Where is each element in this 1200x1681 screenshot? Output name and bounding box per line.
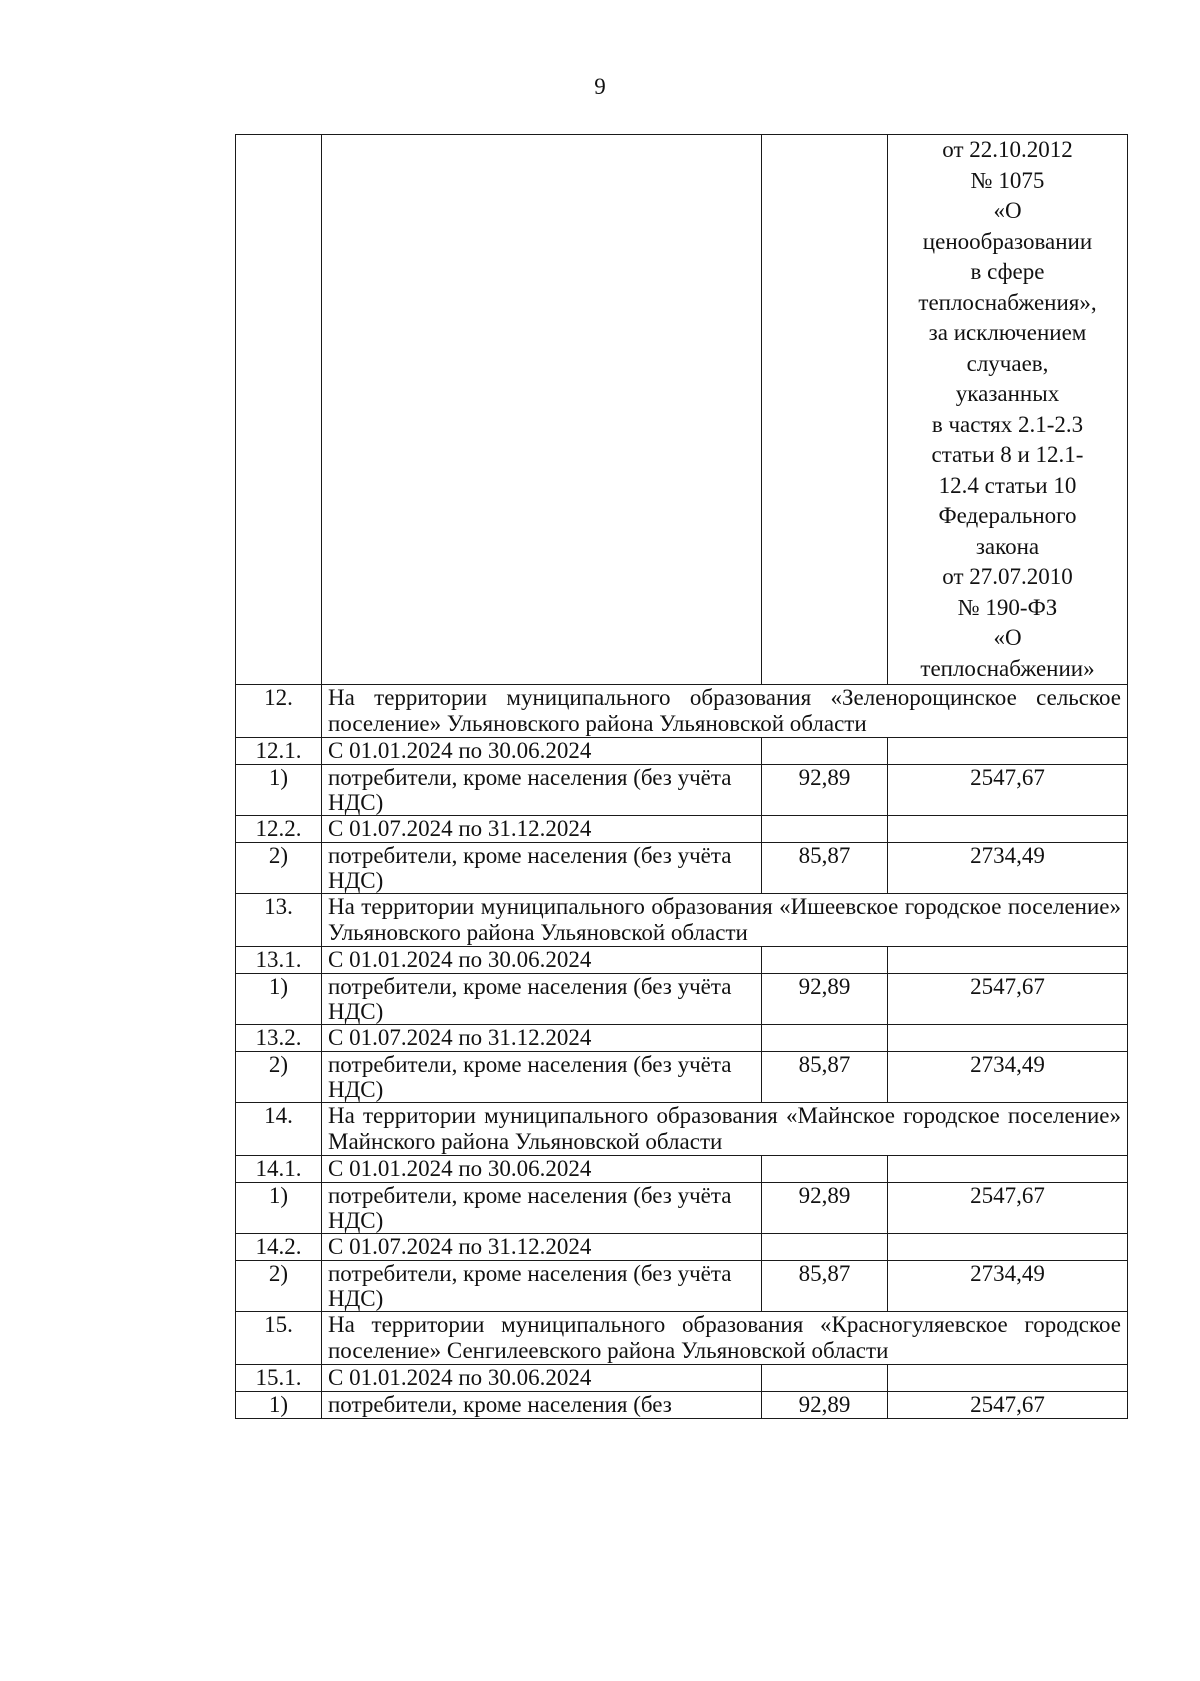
period-empty-cell <box>888 1365 1128 1392</box>
section-row <box>236 894 1128 947</box>
basis-line: «О <box>993 198 1022 223</box>
period-label: С 01.01.2024 по 30.06.2024 <box>322 1156 762 1183</box>
period-empty-cell <box>888 738 1128 765</box>
consumer-label: потребители, кроме населения (без учёта НДС) <box>322 974 762 1025</box>
section-row <box>236 1312 1128 1365</box>
item-number: 1) <box>236 1392 322 1419</box>
section-number: 13. <box>236 894 322 947</box>
period-empty-cell <box>762 816 888 843</box>
consumer-row <box>236 974 1128 1025</box>
consumer-row <box>236 1183 1128 1234</box>
section-title: На территории муниципального образования «Зеленорощинское сельское поселение» Ульяновского района Ульяновской области <box>322 685 1128 738</box>
tariff-value-2: 2734,49 <box>888 1261 1128 1312</box>
tariff-value-2: 2547,67 <box>888 1183 1128 1234</box>
period-row <box>236 1025 1128 1052</box>
section-title: На территории муниципального образования «Майнское городское поселение» Майнского района Ульяновской области <box>322 1103 1128 1156</box>
section-title: На территории муниципального образования «Красногуляевское городское поселение» Сенгилеевского района Ульяновской области <box>322 1312 1128 1365</box>
period-number: 12.1. <box>236 738 322 765</box>
period-row <box>236 816 1128 843</box>
basis-line: закона <box>975 533 1040 559</box>
section-row <box>236 685 1128 738</box>
period-label: С 01.07.2024 по 31.12.2024 <box>322 1234 762 1261</box>
consumer-label: потребители, кроме населения (без <box>322 1392 762 1419</box>
basis-line: «О <box>993 625 1022 650</box>
basis-line: в сфере <box>970 259 1045 284</box>
tariff-value-2: 2547,67 <box>888 765 1128 816</box>
period-empty-cell <box>762 947 888 974</box>
consumer-label: потребители, кроме населения (без учёта НДС) <box>322 1183 762 1234</box>
period-label: С 01.01.2024 по 30.06.2024 <box>322 738 762 765</box>
period-row <box>236 738 1128 765</box>
tariff-value-1: 85,87 <box>762 1052 888 1103</box>
period-empty-cell <box>762 1365 888 1392</box>
tariff-value-1: 92,89 <box>762 974 888 1025</box>
item-number: 1) <box>236 1183 322 1234</box>
consumer-label: потребители, кроме населения (без учёта НДС) <box>322 765 762 816</box>
basis-line: № 190-ФЗ <box>957 594 1058 620</box>
tariff-value-2: 2547,67 <box>888 1392 1128 1419</box>
basis-line: за исключением <box>928 320 1087 345</box>
period-label: С 01.07.2024 по 31.12.2024 <box>322 1025 762 1052</box>
basis-line: теплоснабжении» <box>920 655 1095 681</box>
item-number: 1) <box>236 974 322 1025</box>
period-label: С 01.01.2024 по 30.06.2024 <box>322 1365 762 1392</box>
basis-line: ценообразовании <box>922 228 1093 254</box>
tariff-value-2: 2547,67 <box>888 974 1128 1025</box>
period-label: С 01.07.2024 по 31.12.2024 <box>322 816 762 843</box>
consumer-label: потребители, кроме населения (без учёта НДС) <box>322 843 762 894</box>
tariff-value-1: 92,89 <box>762 1392 888 1419</box>
period-empty-cell <box>762 1156 888 1183</box>
period-empty-cell <box>762 1234 888 1261</box>
period-number: 14.2. <box>236 1234 322 1261</box>
item-number: 1) <box>236 765 322 816</box>
section-row <box>236 1103 1128 1156</box>
continuation-row <box>236 135 1128 685</box>
basis-line: Федерального <box>938 503 1077 528</box>
continuation-value-cell <box>762 135 888 685</box>
tariff-value-2: 2734,49 <box>888 843 1128 894</box>
consumer-row <box>236 843 1128 894</box>
section-title: На территории муниципального образования «Ишеевское городское поселение» Ульяновского района Ульяновской области <box>322 894 1128 947</box>
basis-line: теплоснабжения», <box>918 289 1097 315</box>
period-empty-cell <box>762 738 888 765</box>
period-row <box>236 1234 1128 1261</box>
tariff-value-2: 2734,49 <box>888 1052 1128 1103</box>
consumer-row <box>236 1261 1128 1312</box>
basis-line: в частях 2.1-2.3 <box>931 411 1084 437</box>
tariff-value-1: 92,89 <box>762 765 888 816</box>
period-empty-cell <box>888 1234 1128 1261</box>
period-number: 12.2. <box>236 816 322 843</box>
tariff-table <box>235 134 1128 1419</box>
tariff-basis-cell <box>888 135 1128 685</box>
section-number: 14. <box>236 1103 322 1156</box>
consumer-row <box>236 765 1128 816</box>
period-empty-cell <box>888 947 1128 974</box>
continuation-number-cell <box>236 135 322 685</box>
tariff-value-1: 92,89 <box>762 1183 888 1234</box>
section-number: 12. <box>236 685 322 738</box>
basis-line: указанных <box>955 381 1060 406</box>
period-empty-cell <box>888 816 1128 843</box>
item-number: 2) <box>236 843 322 894</box>
period-empty-cell <box>762 1025 888 1052</box>
period-number: 13.2. <box>236 1025 322 1052</box>
consumer-row <box>236 1052 1128 1103</box>
tariff-value-1: 85,87 <box>762 1261 888 1312</box>
period-row <box>236 1156 1128 1183</box>
tariff-value-1: 85,87 <box>762 843 888 894</box>
continuation-text-cell <box>322 135 762 685</box>
period-label: С 01.01.2024 по 30.06.2024 <box>322 947 762 974</box>
consumer-label: потребители, кроме населения (без учёта НДС) <box>322 1261 762 1312</box>
period-empty-cell <box>888 1025 1128 1052</box>
basis-line: случаев, <box>966 350 1049 376</box>
period-empty-cell <box>888 1156 1128 1183</box>
item-number: 2) <box>236 1052 322 1103</box>
basis-line: от 22.10.2012 <box>942 137 1073 162</box>
consumer-row <box>236 1392 1128 1419</box>
basis-line: № 1075 <box>970 167 1045 193</box>
period-number: 14.1. <box>236 1156 322 1183</box>
basis-line: от 27.07.2010 <box>942 564 1073 589</box>
period-row <box>236 1365 1128 1392</box>
section-number: 15. <box>236 1312 322 1365</box>
item-number: 2) <box>236 1261 322 1312</box>
basis-line: статьи 8 и 12.1- <box>931 442 1084 467</box>
consumer-label: потребители, кроме населения (без учёта НДС) <box>322 1052 762 1103</box>
period-row <box>236 947 1128 974</box>
period-number: 15.1. <box>236 1365 322 1392</box>
page-number: 9 <box>594 74 606 99</box>
basis-line: 12.4 статьи 10 <box>938 472 1077 498</box>
period-number: 13.1. <box>236 947 322 974</box>
